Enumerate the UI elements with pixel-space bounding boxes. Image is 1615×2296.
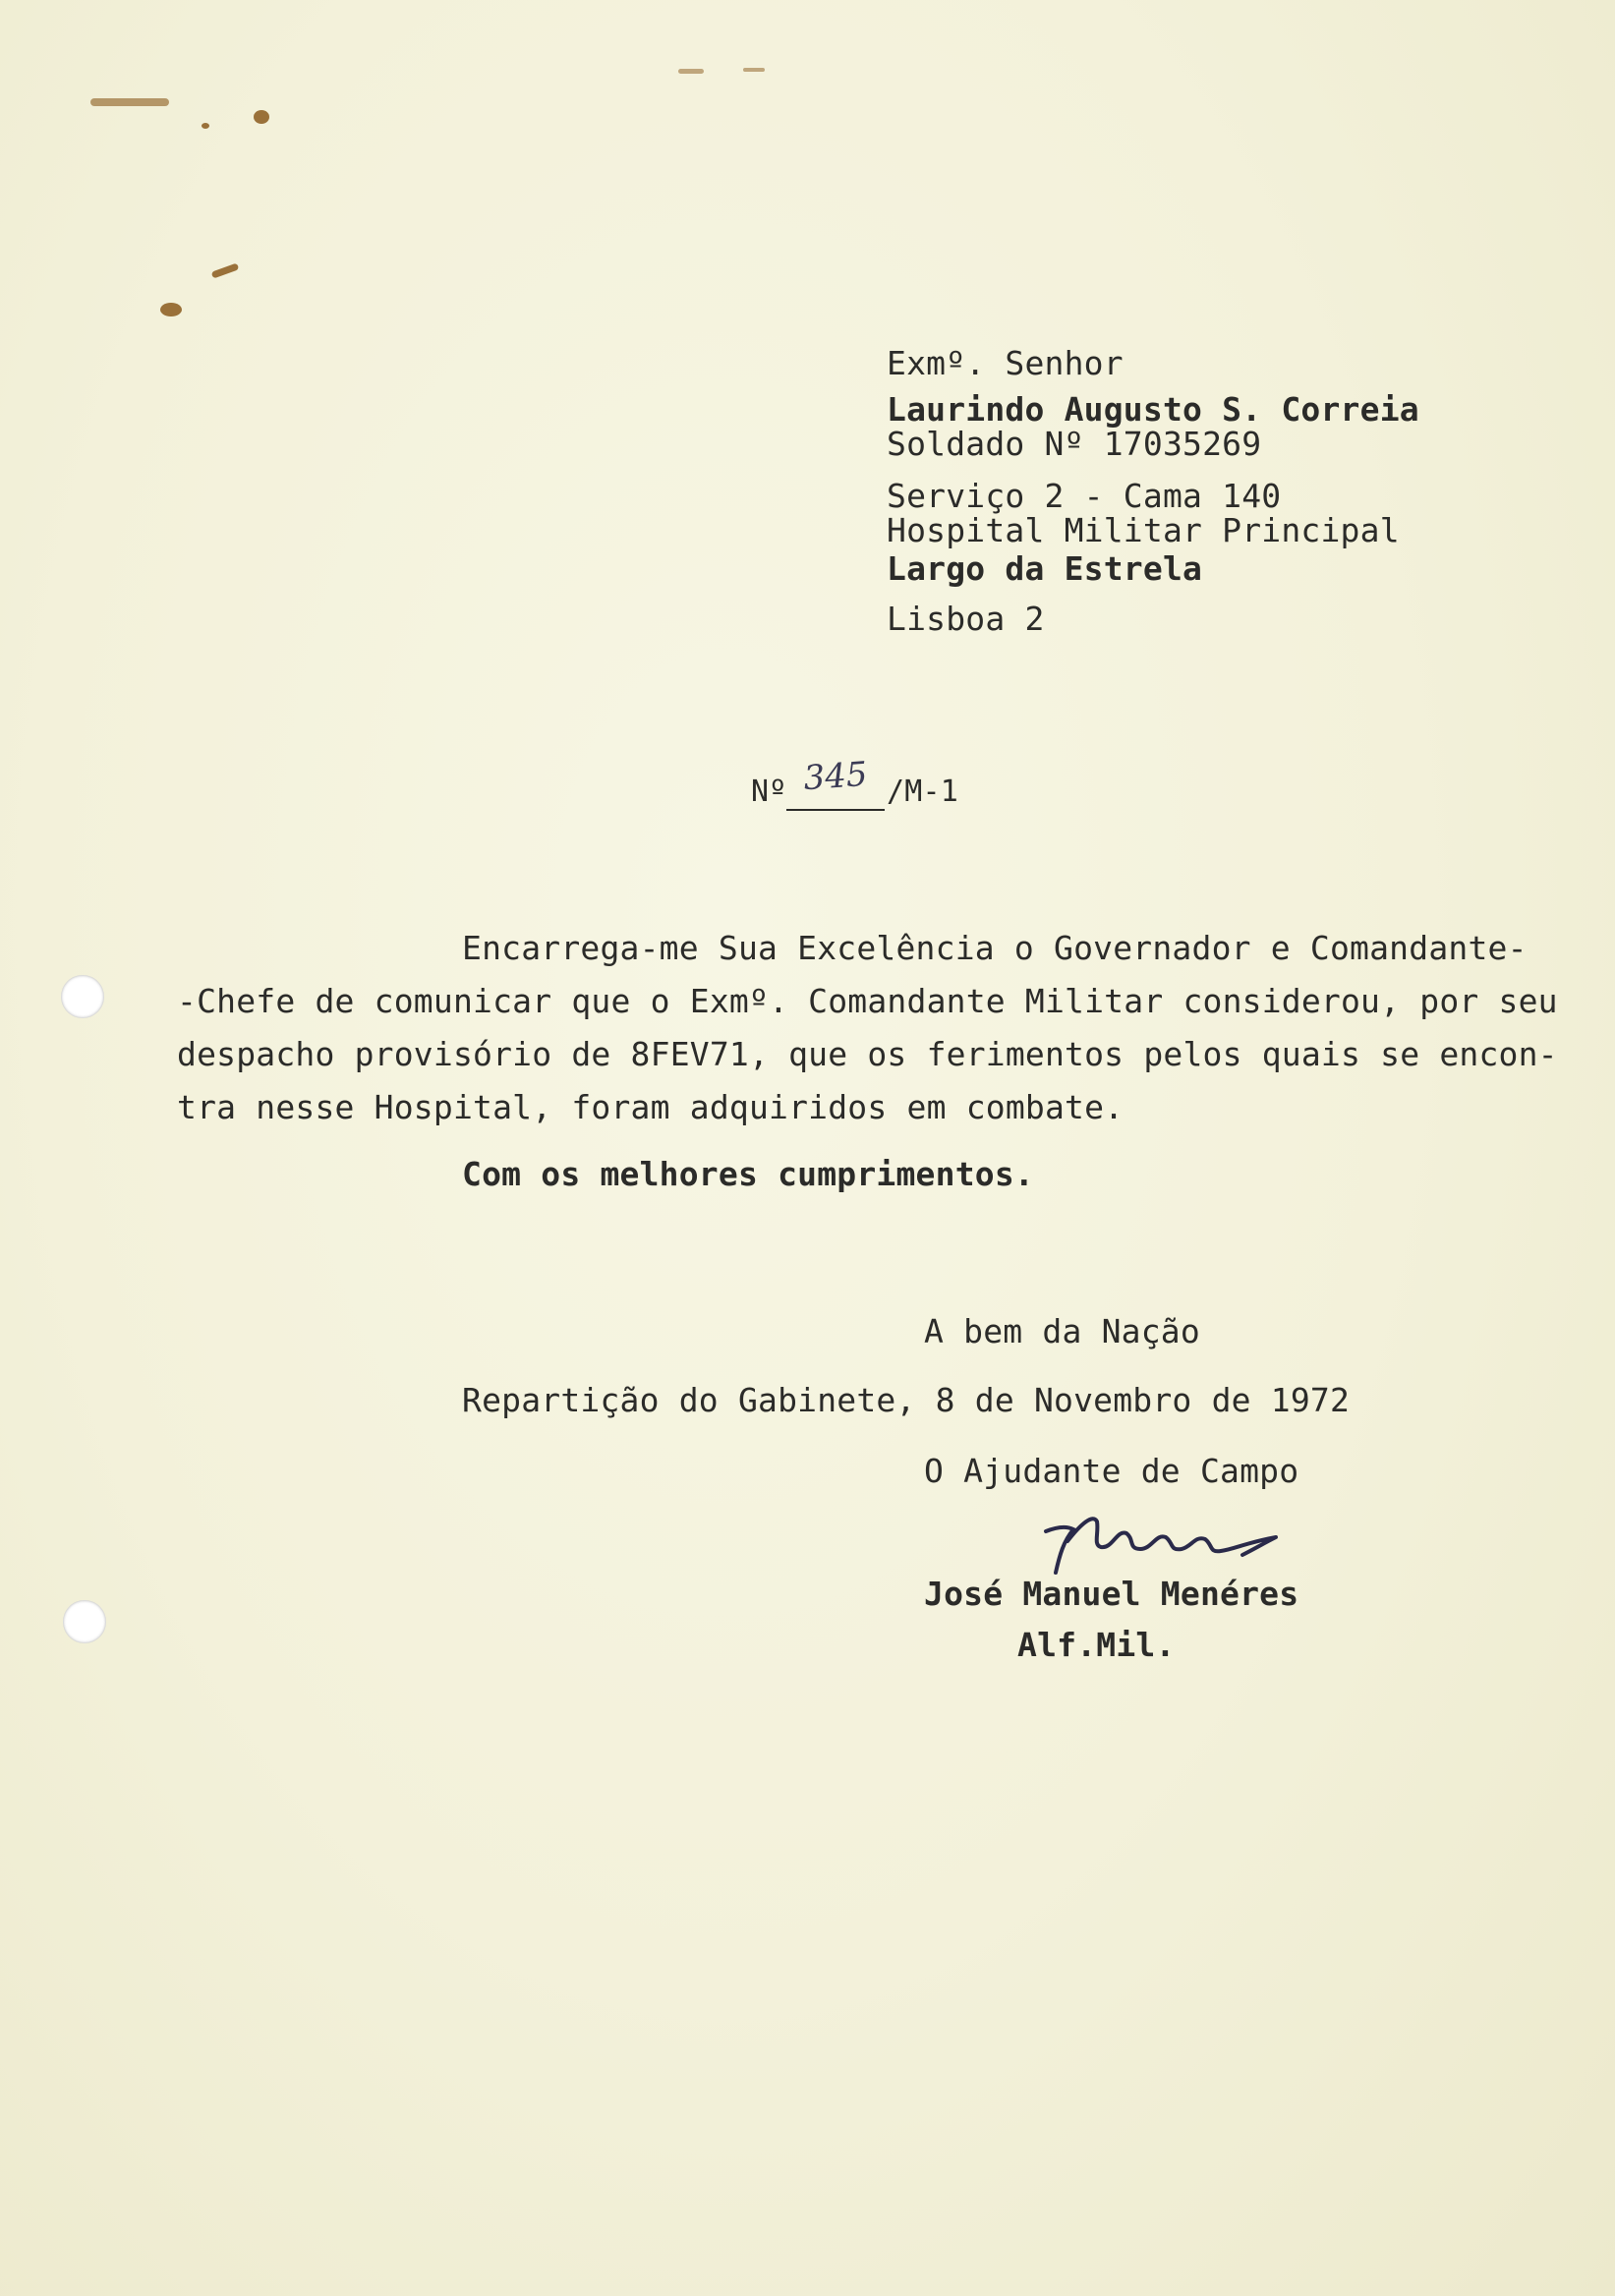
recipient-hospital: Hospital Militar Principal bbox=[887, 511, 1400, 549]
motto: A bem da Nação bbox=[924, 1312, 1200, 1350]
signer-role: O Ajudante de Campo bbox=[924, 1452, 1299, 1490]
stain-mark bbox=[202, 123, 209, 129]
body-closing: Com os melhores cumprimentos. bbox=[462, 1155, 1034, 1193]
punch-hole-bottom bbox=[63, 1600, 106, 1643]
recipient-service-bed: Serviço 2 - Cama 140 bbox=[887, 477, 1282, 515]
body-line-2: -Chefe de comunicar que o Exmº. Comandante Militar considerou, por seu bbox=[177, 982, 1558, 1020]
reference-underline bbox=[786, 809, 885, 811]
reference-suffix: /M-1 bbox=[887, 775, 959, 809]
recipient-salutation: Exmº. Senhor bbox=[887, 344, 1124, 382]
stain-mark bbox=[678, 69, 704, 74]
body-line-3: despacho provisório de 8FEV71, que os ferimentos pelos quais se encon- bbox=[177, 1035, 1558, 1073]
stain-mark bbox=[254, 110, 269, 124]
reference-prefix: Nº bbox=[751, 775, 787, 809]
handwritten-signature bbox=[1042, 1494, 1298, 1582]
recipient-name: Laurindo Augusto S. Correia bbox=[887, 390, 1419, 429]
signer-name: José Manuel Menéres bbox=[924, 1575, 1299, 1613]
place-date: Repartição do Gabinete, 8 de Novembro de 1972 bbox=[462, 1381, 1351, 1419]
signer-rank: Alf.Mil. bbox=[1017, 1626, 1176, 1664]
recipient-street: Largo da Estrela bbox=[887, 549, 1203, 588]
body-line-4: tra nesse Hospital, foram adquiridos em combate. bbox=[177, 1088, 1125, 1126]
recipient-city: Lisboa 2 bbox=[887, 600, 1045, 638]
recipient-rank-number: Soldado Nº 17035269 bbox=[887, 425, 1262, 463]
reference-number-handwritten: 345 bbox=[802, 754, 869, 799]
body-line-1: Encarrega-me Sua Excelência o Governador e Comandante- bbox=[462, 929, 1528, 967]
stain-mark bbox=[211, 262, 240, 278]
stain-mark bbox=[743, 68, 765, 72]
stain-mark bbox=[90, 98, 169, 106]
stain-mark bbox=[160, 303, 182, 316]
punch-hole-top bbox=[61, 975, 104, 1018]
